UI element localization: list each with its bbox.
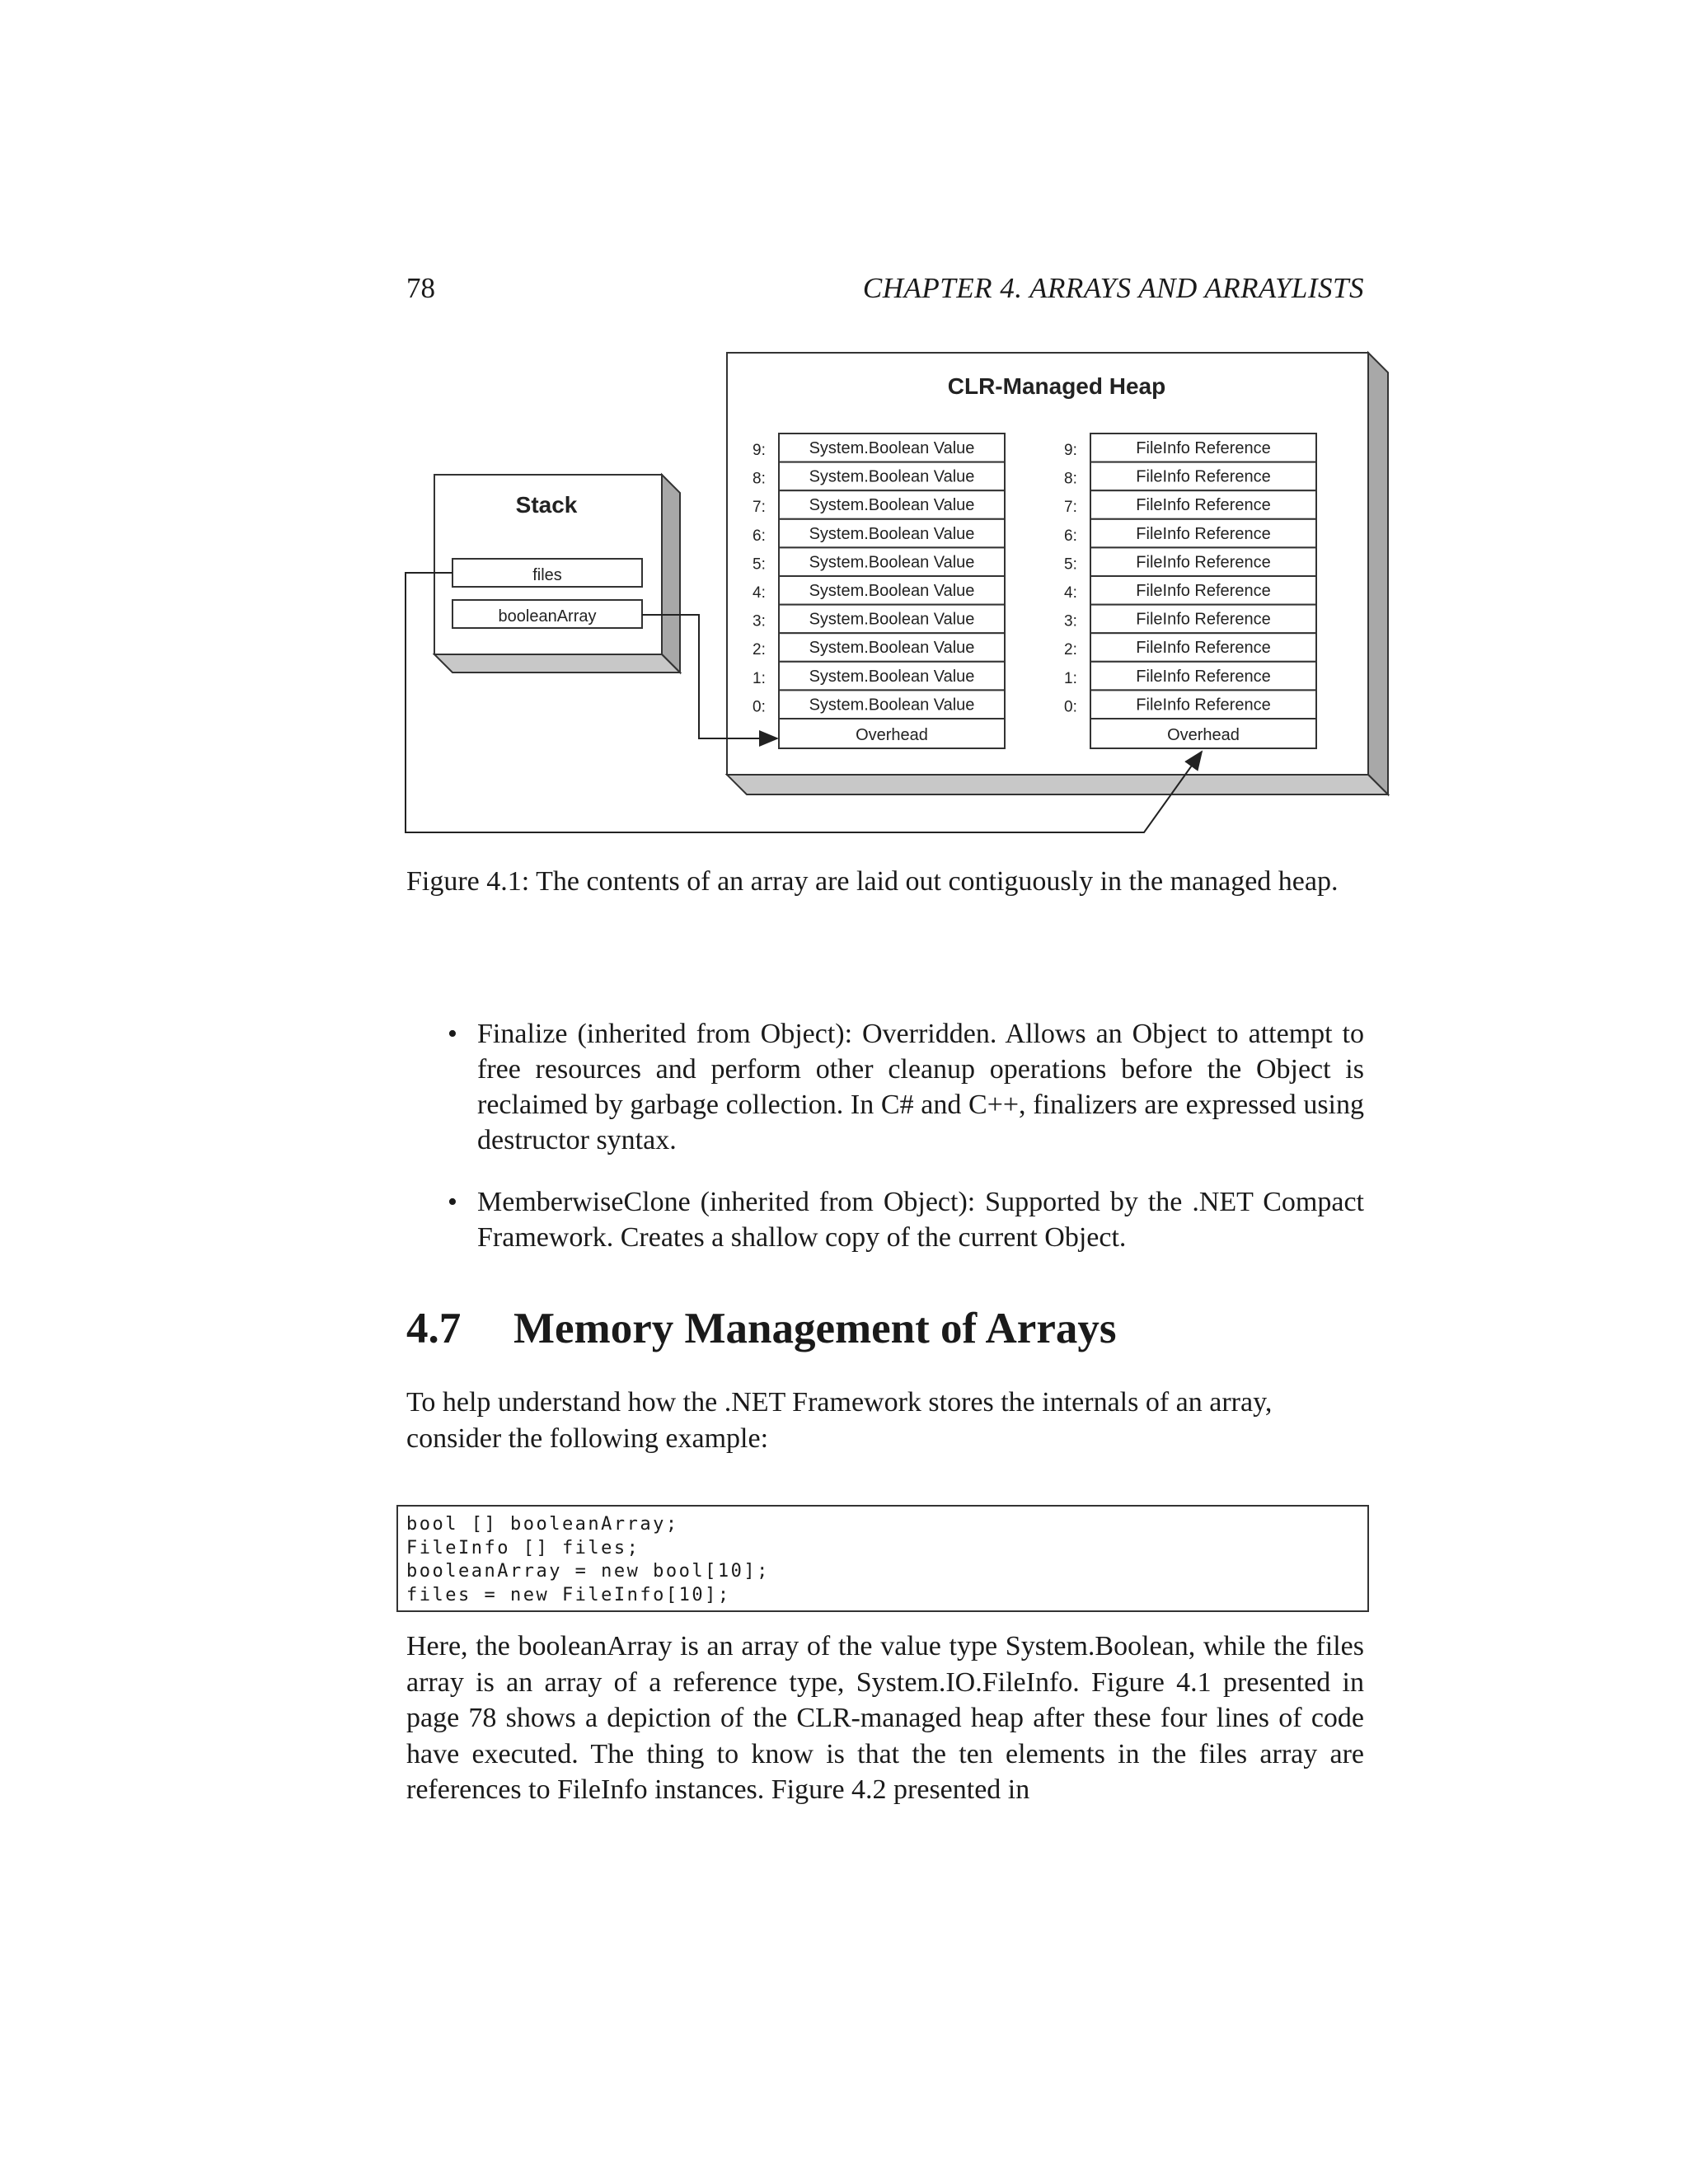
code-line: bool [] booleanArray; — [406, 1514, 679, 1535]
body-paragraph: Here, the booleanArray is an array of the value type System.Boolean, while the files array is an array of a reference type, System.IO.FileInfo. Figure 4.1 presented in page 78 shows a depiction of the CLR-managed heap after these four lines of code have executed. The thing to know is that the ten elements in the files array are references to FileInfo instances. Figure 4.2 presented in — [406, 1631, 1364, 1805]
index-label: 9: — [753, 442, 766, 459]
index-label: 4: — [1064, 584, 1077, 602]
stack-item-label: booleanArray — [498, 607, 597, 626]
boolean-cell — [753, 633, 1005, 662]
fileinfo-cell — [1064, 519, 1316, 548]
code-line: FileInfo [] files; — [406, 1537, 640, 1558]
index-label: 8: — [1064, 470, 1077, 488]
cell-label: FileInfo Reference — [1136, 496, 1271, 515]
cell-label: System.Boolean Value — [809, 524, 975, 543]
code-listing — [396, 1505, 1369, 1612]
cell-label: FileInfo Reference — [1136, 639, 1271, 658]
index-label: 8: — [753, 470, 766, 488]
section-heading — [406, 1304, 1364, 1361]
memory-diagram-svg — [396, 340, 1401, 849]
code-line: files = new FileInfo[10]; — [406, 1584, 731, 1605]
index-label: 9: — [1064, 442, 1077, 459]
index-label: 0: — [753, 698, 766, 716]
index-label: 2: — [753, 641, 766, 659]
intro-paragraph: To help understand how the .NET Framework stores the internals of an array, consider the following example: — [406, 1387, 1273, 1454]
cell-label: System.Boolean Value — [809, 496, 975, 515]
cell-label: System.Boolean Value — [809, 553, 975, 572]
index-label: 0: — [1064, 698, 1077, 716]
index-label: 5: — [753, 555, 766, 574]
index-label: 2: — [1064, 641, 1077, 659]
list-item — [406, 1184, 1364, 1255]
fileinfo-overhead — [1090, 719, 1316, 748]
figure-caption: Figure 4.1: The contents of an array are laid out contiguously in the managed heap. — [406, 866, 1339, 897]
index-label: 7: — [753, 499, 766, 517]
fileinfo-cell — [1064, 576, 1316, 605]
section-title: Memory Management of Arrays — [513, 1305, 1117, 1352]
fileinfo-cell — [1064, 633, 1316, 662]
stack-item-label: files — [532, 566, 562, 584]
stack-item-booleanArray — [452, 600, 642, 628]
boolean-cell — [753, 434, 1005, 462]
boolean-cell — [753, 462, 1005, 491]
boolean-cell — [753, 690, 1005, 719]
cell-label: FileInfo Reference — [1136, 439, 1271, 457]
boolean-array — [753, 434, 1005, 748]
index-label: 3: — [1064, 612, 1077, 630]
cell-label: System.Boolean Value — [809, 639, 975, 658]
overhead-label: Overhead — [1167, 726, 1240, 744]
cell-label: System.Boolean Value — [809, 667, 975, 686]
bullet-icon: • — [448, 1187, 457, 1217]
page-number: 78 — [406, 272, 435, 304]
index-label: 1: — [753, 669, 766, 687]
stack-box — [434, 475, 680, 673]
boolean-overhead — [779, 719, 1005, 748]
fileinfo-cell — [1064, 547, 1316, 576]
chapter-title: CHAPTER 4. ARRAYS AND ARRAYLISTS — [862, 272, 1364, 304]
cell-label: FileInfo Reference — [1136, 553, 1271, 572]
bullet-list — [406, 1016, 1364, 1282]
index-label: 1: — [1064, 669, 1077, 687]
cell-label: System.Boolean Value — [809, 439, 975, 457]
boolean-cell — [753, 576, 1005, 605]
code-line: booleanArray = new bool[10]; — [406, 1561, 770, 1582]
cell-label: System.Boolean Value — [809, 696, 975, 715]
list-item — [406, 1016, 1364, 1158]
heap-title: CLR-Managed Heap — [947, 373, 1166, 399]
index-label: 3: — [753, 612, 766, 630]
cell-label: System.Boolean Value — [809, 610, 975, 629]
index-label: 6: — [1064, 527, 1077, 545]
cell-label: System.Boolean Value — [809, 582, 975, 600]
bullet-text: Finalize (inherited from Object): Overridden. Allows an Object to attempt to free resources and perform other cleanup operations before the Object is reclaimed by garbage collection. In C# and C++, finalizers are expressed using destructor syntax. — [477, 1019, 1364, 1155]
boolean-cell — [753, 519, 1005, 548]
boolean-cell — [753, 662, 1005, 691]
cell-label: FileInfo Reference — [1136, 610, 1271, 629]
fileinfo-cell — [1064, 690, 1316, 719]
fileinfo-array — [1064, 434, 1316, 748]
running-head — [406, 272, 1364, 310]
boolean-cell — [753, 490, 1005, 519]
bullet-icon: • — [448, 1019, 457, 1049]
stack-item-files — [452, 559, 642, 587]
stack-title: Stack — [515, 492, 578, 518]
fileinfo-cell — [1064, 605, 1316, 634]
cell-label: FileInfo Reference — [1136, 467, 1271, 486]
memory-diagram — [396, 340, 1401, 849]
cell-label: FileInfo Reference — [1136, 524, 1271, 543]
index-label: 7: — [1064, 499, 1077, 517]
overhead-label: Overhead — [856, 726, 928, 744]
index-label: 5: — [1064, 555, 1077, 574]
cell-label: FileInfo Reference — [1136, 696, 1271, 715]
fileinfo-cell — [1064, 462, 1316, 491]
fileinfo-cell — [1064, 662, 1316, 691]
boolean-cell — [753, 605, 1005, 634]
cell-label: FileInfo Reference — [1136, 582, 1271, 600]
fileinfo-cell — [1064, 434, 1316, 462]
bullet-text: MemberwiseClone (inherited from Object): Supported by the .NET Compact Framework. Creates a shallow copy of the current Object. — [477, 1187, 1364, 1253]
index-label: 4: — [753, 584, 766, 602]
cell-label: System.Boolean Value — [809, 467, 975, 486]
section-number: 4.7 — [406, 1305, 462, 1352]
cell-label: FileInfo Reference — [1136, 667, 1271, 686]
index-label: 6: — [753, 527, 766, 545]
fileinfo-cell — [1064, 490, 1316, 519]
boolean-cell — [753, 547, 1005, 576]
